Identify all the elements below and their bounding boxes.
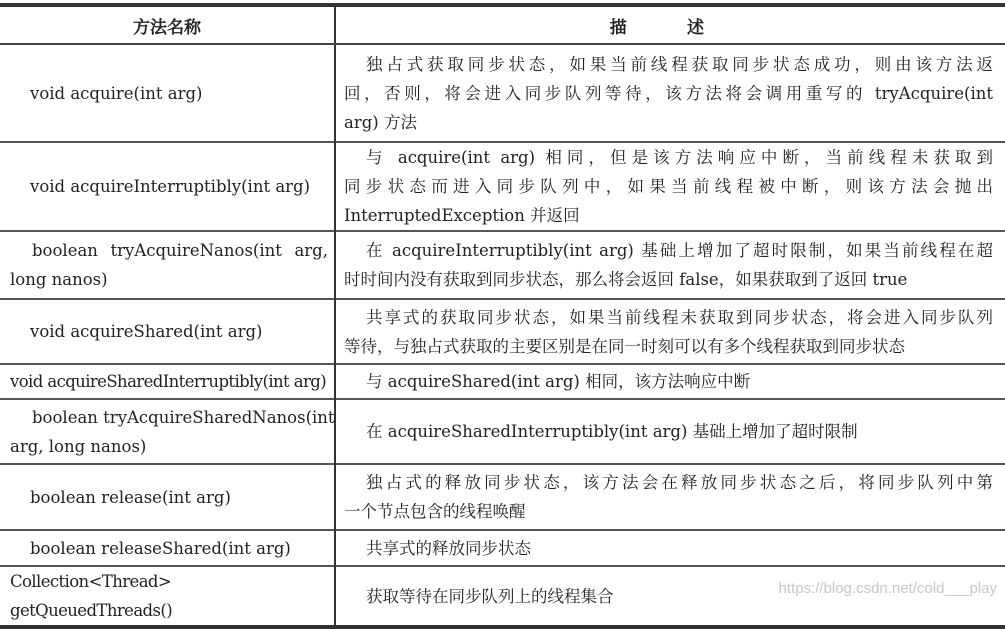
- description-line: 一个节点包含的线程唤醒: [344, 502, 526, 521]
- table-row: [0, 299, 1005, 364]
- description-line: 同步状态而进入同步队列中，如果当前线程被中断，则该方法会抛出: [344, 177, 993, 196]
- description-line: 等待，与独占式获取的主要区别是在同一时刻可以有多个线程获取到同步状态: [344, 336, 905, 356]
- method-name-cell: [0, 44, 335, 142]
- method-name-cell: [0, 364, 335, 399]
- method-name-cell: [0, 299, 335, 364]
- method-name-line: void acquireShared(int arg): [30, 322, 263, 341]
- description-line: 与 acquire(int arg) 相同，但是该方法响应中断，当前线程未获取到: [366, 148, 993, 167]
- table-row: [0, 399, 1005, 464]
- description-line: 时时间内没有获取到同步状态，那么将会返回 false，如果获取到了返回 true: [344, 270, 908, 289]
- method-name-line: void acquireSharedInterruptibly(int arg): [10, 372, 327, 391]
- watermark: https://blog.csdn.net/cold___play: [778, 580, 997, 597]
- description-line: 回，否则，将会进入同步队列等待，该方法将会调用重写的 tryAcquire(int: [344, 83, 993, 103]
- table-row: [0, 44, 1005, 142]
- description-line: 独占式的释放同步状态，该方法会在释放同步状态之后，将同步队列中第: [366, 473, 993, 492]
- description-line: InterruptedException 并返回: [344, 206, 580, 225]
- method-name-line: arg, long nanos): [10, 436, 147, 456]
- method-name-line: boolean tryAcquireNanos(int arg,: [32, 241, 328, 260]
- method-name-cell: [0, 530, 335, 566]
- method-table: [0, 3, 1005, 629]
- method-name-cell: [0, 231, 335, 299]
- method-name-line: void acquireInterruptibly(int arg): [30, 177, 311, 196]
- method-name-cell: [0, 399, 335, 464]
- description-line: arg) 方法: [344, 112, 417, 132]
- method-name-line: boolean tryAcquireSharedNanos(int: [32, 407, 335, 427]
- method-name-line: boolean releaseShared(int arg): [30, 538, 291, 558]
- description-line: 在 acquireInterruptibly(int arg) 基础上增加了超时限制，如果当前线程在超: [366, 241, 993, 260]
- header-method-name: 方法名称: [0, 5, 335, 44]
- table-row: [0, 364, 1005, 399]
- description-line: 共享式的获取同步状态，如果当前线程未获取到同步状态，将会进入同步队列: [366, 307, 993, 327]
- description-line: 在 acquireSharedInterruptibly(int arg) 基础上增加了超时限制: [366, 422, 858, 441]
- description-cell: [335, 231, 1005, 299]
- table-row: [0, 142, 1005, 231]
- header-row: [0, 5, 1005, 44]
- description-line: 共享式的释放同步状态: [366, 538, 531, 558]
- table-row: [0, 530, 1005, 566]
- method-name-line: void acquire(int arg): [30, 83, 203, 103]
- method-name-cell: [0, 142, 335, 231]
- description-line: 与 acquireShared(int arg) 相同，该方法响应中断: [366, 372, 751, 391]
- description-cell: [335, 44, 1005, 142]
- description-cell: [335, 364, 1005, 399]
- method-name-cell: [0, 464, 335, 530]
- method-name-line: Collection<Thread> getQueuedThreads(): [10, 572, 173, 620]
- header-description: 描 述: [335, 5, 1005, 44]
- description-cell: [335, 464, 1005, 530]
- table-row: [0, 464, 1005, 530]
- method-name-cell: [0, 566, 335, 627]
- description-cell: [335, 399, 1005, 464]
- description-cell: [335, 530, 1005, 566]
- description-cell: [335, 142, 1005, 231]
- method-name-line: boolean release(int arg): [30, 487, 231, 507]
- description-cell: [335, 299, 1005, 364]
- table-row: [0, 231, 1005, 299]
- description-line: 获取等待在同步队列上的线程集合: [366, 586, 614, 606]
- method-name-line: long nanos): [10, 270, 108, 289]
- description-line: 独占式获取同步状态，如果当前线程获取同步状态成功，则由该方法返: [366, 54, 993, 74]
